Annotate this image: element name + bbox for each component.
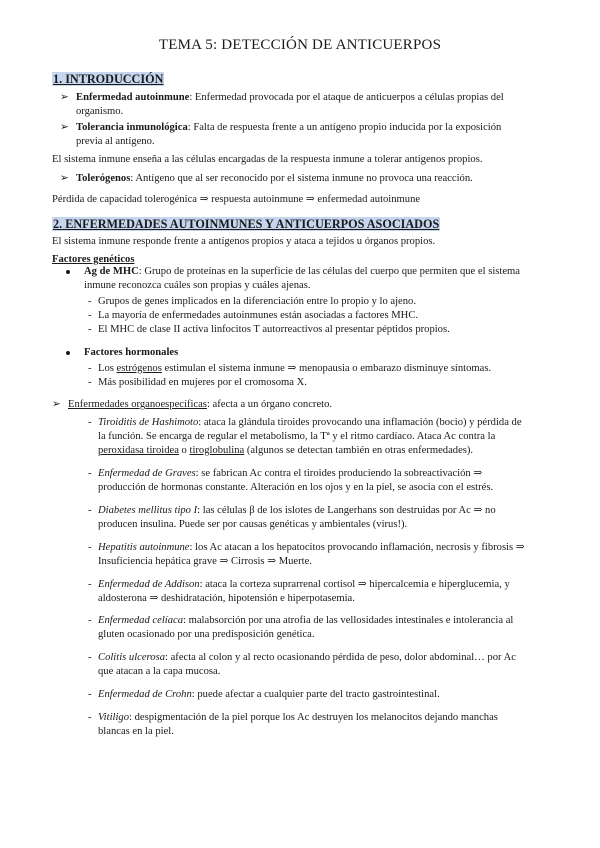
dash-bullet: - [88,310,92,321]
disease-name: Colitis ulcerosa [98,652,165,663]
dash-bullet: - [88,296,92,307]
disease-name: Enfermedad celíaca [98,615,184,626]
dash-bullet: - [88,363,92,374]
definition-mhc-cont: inmune reconozca cuáles son propias y cuáles ajenas. [84,280,311,291]
list-item: Los estrógenos estimulan el sistema inmune ⇒ menopausia o embarazo disminuye síntomas. [98,363,492,374]
disease-celiaca-cont: gluten ocasionado por una predisposición genética. [98,629,315,640]
disease-name: Vitiligo [98,712,129,723]
section-heading-enfermedades: 2. ENFERMEDADES AUTOINMUNES Y ANTICUERPOS ASOCIADOS [53,217,440,231]
dash-bullet: - [88,652,92,663]
disease-hepatitis-cont: Insuficiencia hepática grave ⇒ Cirrosis ⇒ Muerte. [98,556,312,567]
dash-bullet: - [88,377,92,388]
term-tolerancia-inmunologica: Tolerancia inmunológica [76,122,188,133]
arrow-bullet: ➢ [60,92,69,103]
disease-graves-cont: producción de hormonas constante. Alteración en los ojos y en la piel, se asocia con el estrés. [98,482,494,493]
disease-name: Enfermedad de Crohn [98,689,192,700]
definition-mhc: Ag de MHC: Grupo de proteínas en la superficie de las células del cuerpo que permiten que el sistema [84,266,520,277]
dash-bullet: - [88,689,92,700]
paragraph-sistema-inmune: El sistema inmune enseña a las células encargadas de la respuesta inmune a tolerar antígenos propios. [52,154,483,165]
disease-crohn: Enfermedad de Crohn: puede afectar a cualquier parte del tracto gastrointestinal. [98,689,440,700]
subheading-factores-hormonales: Factores hormonales [84,347,179,358]
dash-bullet: - [88,468,92,479]
definition-tolerancia-cont: previa al antígeno. [76,136,155,147]
disease-diabetes-cont: producen insulina. Puede ser por causas genéticas y ambientales (virus!). [98,519,408,530]
arrow-bullet: ➢ [52,399,61,410]
disease-name: Enfermedad de Addison [98,579,200,590]
dash-bullet: - [88,579,92,590]
disease-name: Tiroiditis de Hashimoto [98,417,199,428]
disease-graves: Enfermedad de Graves: se fabrican Ac contra el tiroides produciendo la sobreactivación ⇒ [98,468,483,479]
term-ag-de-mhc: Ag de MHC [84,266,139,277]
disease-name: Hepatitis autoinmune [98,542,190,553]
paragraph-sistema-responde: El sistema inmune responde frente a antígenos propios y ataca a tejidos u órganos propios. [52,236,436,247]
term-estrogenos: estrógenos [116,363,162,374]
arrow-bullet: ➢ [60,122,69,133]
disease-colitis-cont: que atacan a la capa mucosa. [98,666,221,677]
document-title: TEMA 5: DETECCIÓN DE ANTICUERPOS [158,37,442,53]
arrow-bullet: ➢ [60,173,69,184]
list-item: Grupos de genes implicados en la diferenciación entre lo propio y lo ajeno. [98,296,417,307]
term-tolerogenos: Tolerógenos [76,173,131,184]
list-item: La mayoría de enfermedades autoinmunes están asociadas a factores MHC. [98,310,419,321]
definition-autoinmune-cont: organismo. [76,106,124,117]
disease-hashimoto-cont: la función. Se encarga de regular el metabolismo, la Tª y el ritmo cardíaco. Ataca Ac contra la [98,431,496,442]
definition-autoinmune: Enfermedad autoinmune: Enfermedad provocada por el ataque de anticuerpos a células propias del [76,92,504,103]
disease-celiaca: Enfermedad celíaca: malabsorción por una atrofia de las vellosidades intestinales e intolerancia al [98,615,514,626]
disease-vitiligo: Vitiligo: despigmentación de la piel porque los Ac destruyen los melanocitos dejando manchas [98,712,498,723]
definition-tolerogenos: Tolerógenos: Antígeno que al ser reconocido por el sistema inmune no provoca una reacción. [76,173,473,184]
disease-hashimoto-cont: peroxidasa tiroidea o tiroglobulina (algunos se detectan también en otras enfermedades). [98,445,474,456]
subheading-factores-geneticos: Factores genéticos [52,254,135,265]
disease-diabetes: Diabetes mellitus tipo I: las células β de los islotes de Langerhans son destruidas por Ac ⇒ no [98,505,496,516]
disease-vitiligo-cont: blancas en la piel. [98,726,174,737]
paragraph-perdida-tolerogenica: Pérdida de capacidad tolerogénica ⇒ respuesta autoinmune ⇒ enfermedad autoinmune [52,194,421,205]
disease-hashimoto: Tiroiditis de Hashimoto: ataca la glándula tiroides provocando una inflamación (bocio) y pérdida de [98,417,522,428]
section-heading-introduccion: 1. INTRODUCCIÓN [53,72,164,86]
dash-bullet: - [88,417,92,428]
dash-bullet: - [88,615,92,626]
definition-tolerancia: Tolerancia inmunológica: Falta de respuesta frente a un antígeno propio inducida por la exposición [76,122,502,133]
bullet-dot [66,351,70,355]
list-item: Más posibilidad en mujeres por el cromosoma X. [98,377,307,388]
dash-bullet: - [88,542,92,553]
dash-bullet: - [88,712,92,723]
disease-name: Diabetes mellitus tipo I [98,505,198,516]
disease-addison: Enfermedad de Addison: ataca la corteza suprarrenal cortisol ⇒ hipercalcemia e hiperglucemia, y [98,579,510,590]
dash-bullet: - [88,505,92,516]
disease-name: Enfermedad de Graves [98,468,196,479]
disease-addison-cont: aldosterona ⇒ deshidratación, hipotensión e hiperpotasemia. [98,593,355,604]
dash-bullet: - [88,324,92,335]
list-item: El MHC de clase II activa linfocitos T autorreactivos al presentar péptidos propios. [98,324,450,335]
term-enfermedad-autoinmune: Enfermedad autoinmune [76,92,190,103]
disease-hepatitis: Hepatitis autoinmune: los Ac atacan a los hepatocitos provocando inflamación, necrosis y fibrosis ⇒ [98,542,525,553]
subheading-organoespecificas: Enfermedades organoespecíficas: afecta a un órgano concreto. [68,399,333,410]
bullet-dot [66,270,70,274]
disease-colitis: Colitis ulcerosa: afecta al colon y al recto ocasionando pérdida de peso, dolor abdominal… por Ac [98,652,516,663]
